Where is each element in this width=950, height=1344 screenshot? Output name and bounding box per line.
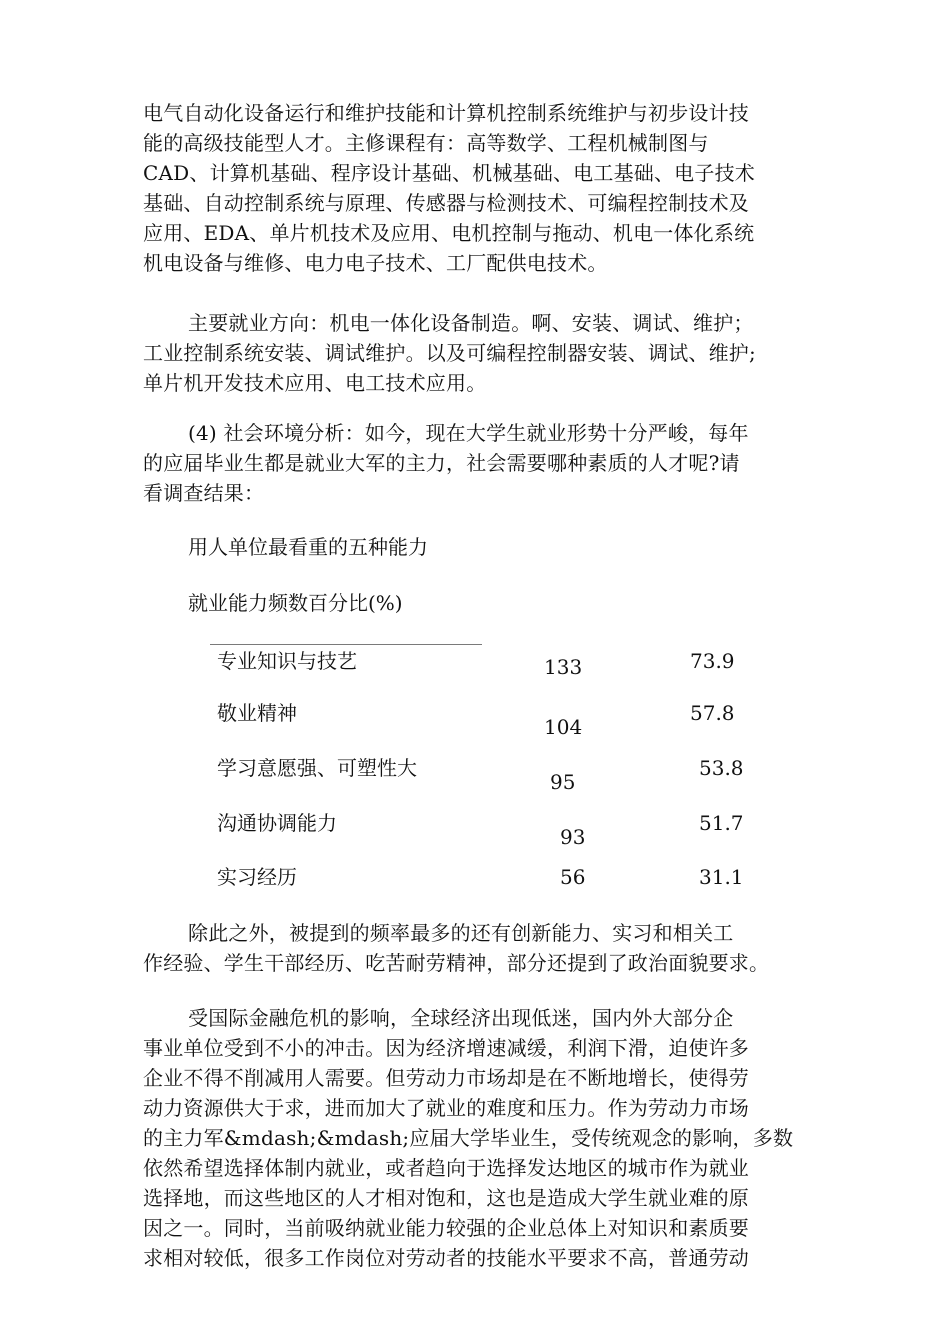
text-line: 的应届毕业生都是就业大军的主力，社会需要哪种素质的人才呢?请	[143, 451, 740, 475]
ability-frequency: 93	[560, 825, 586, 849]
ability-frequency: 56	[560, 865, 586, 889]
paragraph-financial-crisis	[143, 1003, 823, 1273]
text-line: 应用、EDA、单片机技术及应用、电机控制与拖动、机电一体化系统	[143, 221, 755, 245]
text-line: 因之一。同时，当前吸纳就业能力较强的企业总体上对知识和素质要	[143, 1216, 749, 1240]
text-line: 受国际金融危机的影响，全球经济出现低迷，国内外大部分企	[188, 1006, 734, 1030]
text-line: 选择地，而这些地区的人才相对饱和，这也是造成大学生就业难的原	[143, 1186, 749, 1210]
text-line: (4) 社会环境分析：如今，现在大学生就业形势十分严峻，每年	[188, 421, 749, 445]
text-line: 依然希望选择体制内就业，或者趋向于选择发达地区的城市作为就业	[143, 1156, 749, 1180]
text-line: 电气自动化设备运行和维护技能和计算机控制系统维护与初步设计技	[143, 101, 749, 125]
text-line: CAD、计算机基础、程序设计基础、机械基础、电工基础、电子技术	[143, 161, 755, 185]
ability-percentage: 51.7	[699, 811, 744, 835]
text-line: 求相对较低，很多工作岗位对劳动者的技能水平要求不高，普通劳动	[143, 1246, 749, 1270]
paragraph-social-environment	[143, 418, 823, 508]
text-line: 单片机开发技术应用、电工技术应用。	[143, 371, 487, 395]
ability-frequency: 95	[550, 770, 576, 794]
ability-name: 学习意愿强、可塑性大	[217, 756, 417, 780]
ability-frequency: 133	[544, 655, 583, 679]
text-line: 能的高级技能型人才。主修课程有：高等数学、工程机械制图与	[143, 131, 709, 155]
ability-name: 沟通协调能力	[217, 811, 337, 835]
text-line: 主要就业方向：机电一体化设备制造。啊、安装、调试、维护；	[188, 311, 754, 335]
table-title: 用人单位最看重的五种能力	[188, 535, 428, 559]
paragraph-major-intro	[143, 98, 823, 278]
ability-name: 敬业精神	[217, 701, 297, 725]
ability-percentage: 31.1	[699, 865, 744, 889]
ability-percentage: 73.9	[690, 649, 735, 673]
text-line: 除此之外，被提到的频率最多的还有创新能力、实习和相关工	[188, 921, 734, 945]
paragraph-employment-direction	[143, 308, 823, 398]
ability-percentage: 57.8	[690, 701, 735, 725]
table-header: 就业能力频数百分比(%)	[188, 591, 403, 615]
paragraph-other-abilities	[143, 918, 823, 978]
text-line: 作经验、学生干部经历、吃苦耐劳精神，部分还提到了政治面貌要求。	[143, 951, 770, 975]
ability-percentage: 53.8	[699, 756, 744, 780]
ability-frequency: 104	[544, 715, 583, 739]
text-line: 看调查结果：	[143, 481, 265, 505]
text-line: 事业单位受到不小的冲击。因为经济增速减缓，利润下滑，迫使许多	[143, 1036, 749, 1060]
text-line: 企业不得不削减用人需要。但劳动力市场却是在不断地增长，使得劳	[143, 1066, 749, 1090]
text-line: 的主力军&mdash;&mdash;应届大学毕业生，受传统观念的影响，多数	[143, 1126, 794, 1150]
text-line: 基础、自动控制系统与原理、传感器与检测技术、可编程控制技术及	[143, 191, 749, 215]
ability-name: 专业知识与技艺	[217, 649, 357, 673]
text-line: 动力资源供大于求，进而加大了就业的难度和压力。作为劳动力市场	[143, 1096, 749, 1120]
ability-name: 实习经历	[217, 865, 297, 889]
text-line: 工业控制系统安装、调试维护。以及可编程控制器安装、调试、维护;	[143, 341, 756, 365]
table-top-rule	[210, 644, 482, 645]
text-line: 机电设备与维修、电力电子技术、工厂配供电技术。	[143, 251, 608, 275]
